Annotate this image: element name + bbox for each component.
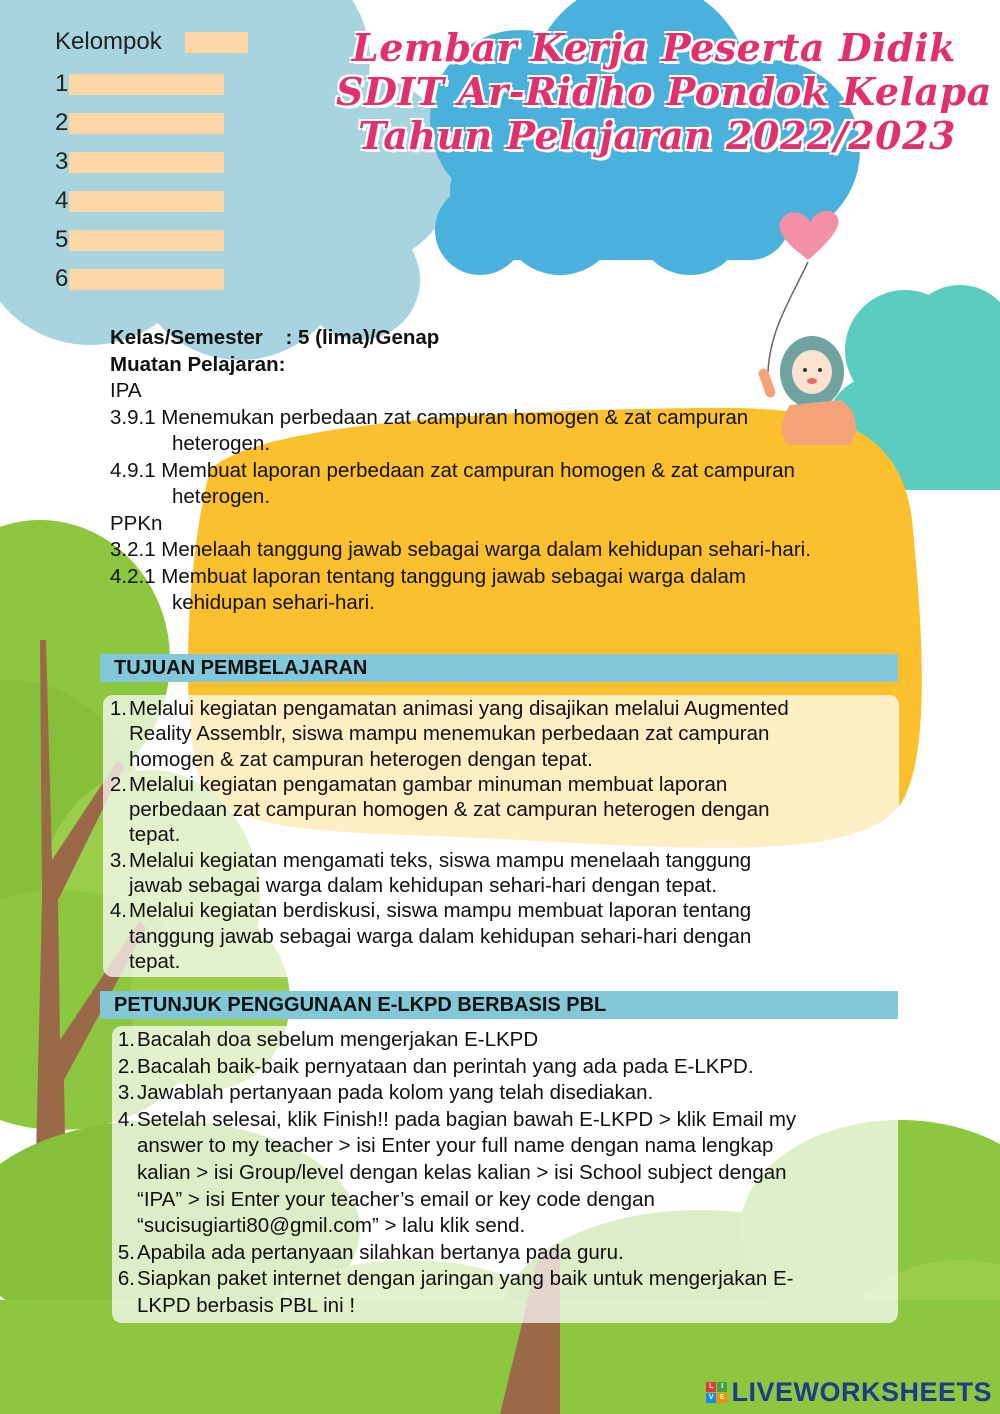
member-row-1	[55, 70, 224, 98]
objectives-heading-text: TUJUAN PEMBELAJARAN	[114, 657, 368, 679]
content-label: Muatan Pelajaran:	[110, 352, 286, 376]
watermark-text: LIVEWORKSHEETS	[731, 1377, 992, 1407]
item-line: Siapkan paket internet dengan jaringan yang baik untuk mengerjakan E-	[137, 1267, 794, 1291]
class-label: Kelas/Semester	[110, 326, 263, 349]
objectives-heading	[100, 654, 898, 682]
member-number: 3	[55, 148, 69, 175]
instructions-list	[112, 1026, 898, 1323]
item-number: 6.	[117, 1267, 135, 1291]
title-line-1: Lembar Kerja Peserta Didik	[352, 25, 956, 70]
item-line: Apabila ada pertanyaan silahkan bertanya pada guru.	[137, 1240, 624, 1264]
list-item	[112, 1054, 892, 1081]
member-row-3	[55, 148, 224, 176]
member-input-6[interactable]	[69, 269, 224, 290]
instructions-heading	[100, 991, 898, 1019]
title-line-2: SDIT Ar-Ridho Pondok Kelapa	[336, 69, 992, 114]
member-number: 5	[55, 226, 69, 253]
group-input[interactable]	[185, 32, 248, 53]
class-value: : 5 (lima)/Genap	[285, 326, 440, 349]
item-line: kalian > isi Group/level dengan kelas kalian > isi School subject dengan	[137, 1160, 787, 1184]
logo-letter: V	[706, 1393, 716, 1403]
item-number: 4.	[109, 899, 127, 923]
item-number: 2.	[117, 1054, 135, 1078]
item-line: homogen & zat campuran heterogen dengan tepat.	[129, 747, 593, 771]
item-line: Melalui kegiatan mengamati teks, siswa mampu menelaah tanggung	[129, 848, 752, 872]
list-item	[103, 772, 893, 848]
item-line: Bacalah baik-baik pernyataan dan perintah yang ada pada E-LKPD.	[137, 1054, 754, 1078]
item-line: Bacalah doa sebelum mengerjakan E-LKPD	[137, 1028, 539, 1051]
item-number: 1.	[109, 697, 127, 720]
logo-letter: E	[717, 1393, 727, 1403]
list-item	[112, 1107, 892, 1240]
item-number: 4.	[117, 1107, 135, 1131]
title-line-3: Tahun Pelajaran 2022/2023	[358, 113, 956, 158]
instructions-heading-text: PETUNJUK PENGGUNAAN E-LKPD BERBASIS PBL	[114, 994, 607, 1016]
member-row-4	[55, 187, 224, 215]
logo-letter: L	[706, 1382, 716, 1392]
list-item	[112, 1080, 892, 1107]
group-label-text: Kelompok	[55, 28, 162, 55]
worksheet-title	[336, 25, 992, 158]
member-number: 4	[55, 187, 69, 214]
list-item	[112, 1027, 892, 1054]
item-line: tepat.	[129, 823, 181, 847]
item-line: LKPD berbasis PBL ini !	[137, 1293, 356, 1317]
item-line: Melalui kegiatan pengamatan animasi yang disajikan melalui Augmented	[129, 697, 789, 720]
item-number: 3.	[109, 848, 127, 872]
member-input-2[interactable]	[69, 113, 224, 134]
item-line: jawab sebagai warga dalam kehidupan sehari-hari dengan tepat.	[129, 874, 718, 898]
item-line: tanggung jawab sebagai warga dalam kehidupan sehari-hari dengan	[129, 924, 752, 948]
item-line: Reality Assemblr, siswa mampu menemukan perbedaan zat campuran	[129, 722, 770, 746]
item-number: 1.	[117, 1028, 135, 1051]
liveworksheets-logo-icon	[706, 1382, 727, 1403]
member-number: 2	[55, 109, 69, 136]
item-line: “IPA” > isi Enter your teacher’s email or key code dengan	[137, 1187, 655, 1211]
member-number: 1	[55, 70, 69, 97]
group-label	[55, 28, 162, 56]
item-number: 5.	[117, 1240, 135, 1264]
ppkn-competency-1: 3.2.1 Menelaah tanggung jawab sebagai warga dalam kehidupan sehari-hari.	[110, 538, 811, 561]
item-line: Melalui kegiatan berdiskusi, siswa mampu membuat laporan tentang	[129, 899, 752, 923]
logo-letter: I	[717, 1382, 727, 1392]
item-line: answer to my teacher > isi Enter your full name dengan nama lengkap	[137, 1134, 774, 1158]
class-info	[110, 325, 920, 617]
item-line: Melalui kegiatan pengamatan gambar minuman membuat laporan	[129, 772, 728, 796]
member-row-5	[55, 226, 224, 254]
class-semester-row	[110, 325, 920, 352]
member-row-6	[55, 265, 224, 293]
subject-ppkn: PPKn	[110, 511, 163, 535]
item-number: 3.	[117, 1081, 135, 1105]
item-line: Jawablah pertanyaan pada kolom yang telah disediakan.	[137, 1081, 654, 1105]
subject-ipa: IPA	[110, 379, 142, 402]
ipa-competency-2: 4.9.1 Membuat laporan perbedaan zat campuran homogen & zat campuran	[110, 458, 795, 482]
member-input-5[interactable]	[69, 230, 224, 251]
member-input-4[interactable]	[69, 191, 224, 212]
objectives-list	[103, 695, 899, 977]
ppkn-competency-2: 4.2.1 Membuat laporan tentang tanggung jawab sebagai warga dalam	[110, 564, 746, 588]
liveworksheets-watermark	[706, 1377, 992, 1408]
list-item	[103, 848, 893, 899]
member-number: 6	[55, 265, 69, 292]
item-line: Setelah selesai, klik Finish!! pada bagian bawah E-LKPD > klik Email my	[137, 1107, 797, 1131]
member-input-1[interactable]	[69, 74, 224, 95]
ppkn-competency-2-cont: kehidupan sehari-hari.	[172, 591, 375, 614]
ipa-competency-1-cont: heterogen.	[172, 432, 271, 455]
member-row-2	[55, 109, 224, 137]
item-number: 2.	[109, 772, 127, 796]
list-item	[112, 1266, 892, 1319]
ipa-competency-2-cont: heterogen.	[172, 485, 271, 508]
item-line: tepat.	[129, 949, 181, 973]
ipa-competency-1: 3.9.1 Menemukan perbedaan zat campuran homogen & zat campuran	[110, 405, 749, 429]
item-line: perbedaan zat campuran homogen & zat campuran heterogen dengan	[129, 798, 770, 822]
item-line: “sucisugiarti80@gmil.com” > lalu klik send.	[137, 1214, 526, 1238]
list-item	[103, 898, 893, 974]
member-input-3[interactable]	[69, 152, 224, 173]
list-item	[112, 1240, 892, 1267]
list-item	[103, 696, 893, 772]
